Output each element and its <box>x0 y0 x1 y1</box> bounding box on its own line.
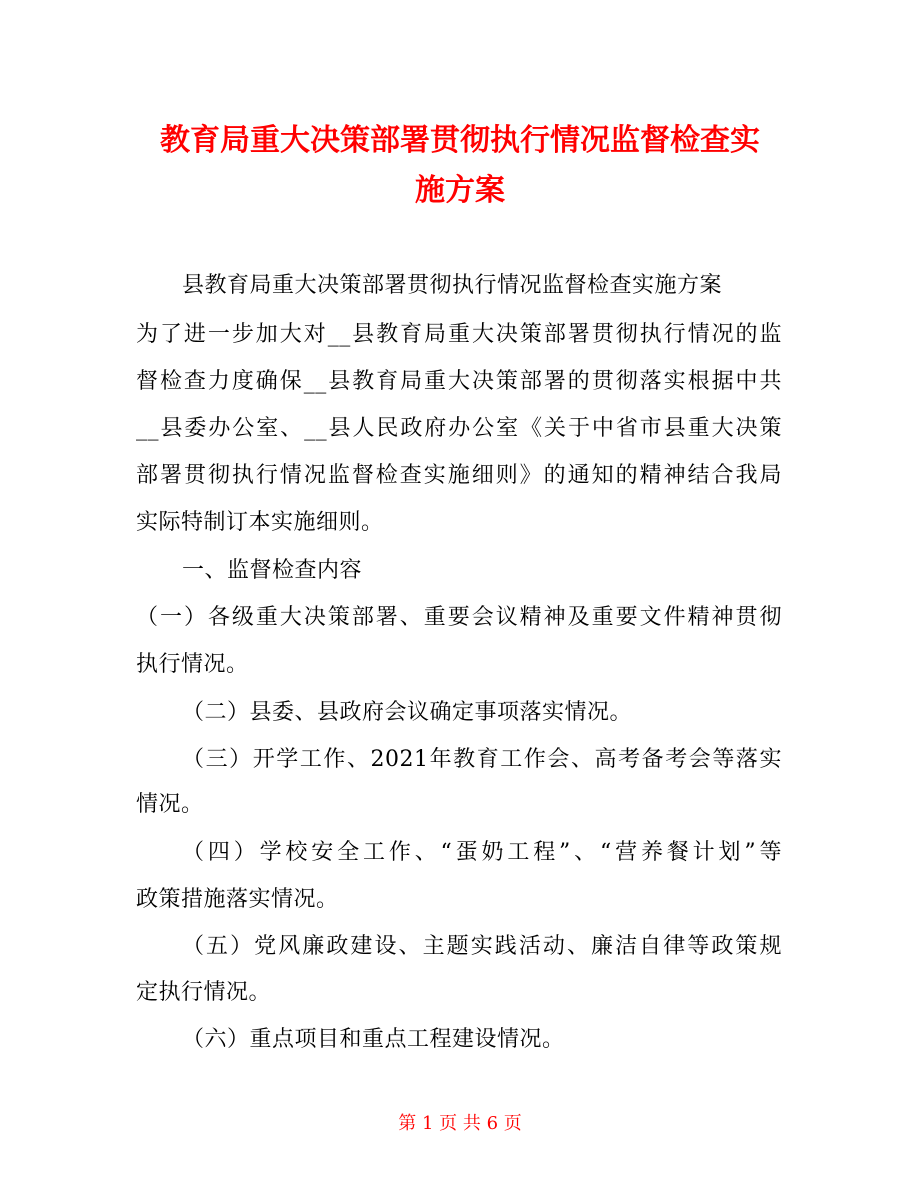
list-item-line: （二）县委、县政府会议确定事项落实情况。 <box>182 700 633 725</box>
intro-line: __县委办公室、__县人民政府办公室《关于中省市县重大决策 <box>136 416 782 441</box>
list-item-line: （一）各级重大决策部署、重要会议精神及重要文件精神贯彻 <box>136 605 782 630</box>
list-item-line: （三）开学工作、2021年教育工作会、高考备考会等落实 <box>182 747 782 772</box>
intro-line: 为了进一步加大对__县教育局重大决策部署贯彻执行情况的监 <box>136 322 782 347</box>
page-number-footer: 第 1 页 共 6 页 <box>398 1113 522 1134</box>
intro-line: 部署贯彻执行情况监督检查实施细则》的通知的精神结合我局 <box>136 463 782 488</box>
list-item-line: 情况。 <box>136 792 204 817</box>
document-title-line-1: 教育局重大决策部署贯彻执行情况监督检查实 <box>160 123 760 158</box>
list-item-line: 定执行情况。 <box>136 980 272 1005</box>
list-item-line: （六）重点项目和重点工程建设情况。 <box>182 1027 565 1052</box>
section-heading: 一、监督检查内容 <box>182 558 363 583</box>
intro-line: 督检查力度确保__县教育局重大决策部署的贯彻落实根据中共 <box>136 369 782 394</box>
list-item-line: （四）学校安全工作、“蛋奶工程”、“营养餐计划”等 <box>182 840 782 865</box>
list-item-line: 执行情况。 <box>136 652 249 677</box>
document-title-line-2: 施方案 <box>415 173 505 208</box>
intro-heading: 县教育局重大决策部署贯彻执行情况监督检查实施方案 <box>182 273 723 298</box>
list-item-line: 政策措施落实情况。 <box>136 887 339 912</box>
intro-line: 实际特制订本实施细则。 <box>136 510 384 535</box>
list-item-line: （五）党风廉政建设、主题实践活动、廉洁自律等政策规 <box>182 934 782 959</box>
